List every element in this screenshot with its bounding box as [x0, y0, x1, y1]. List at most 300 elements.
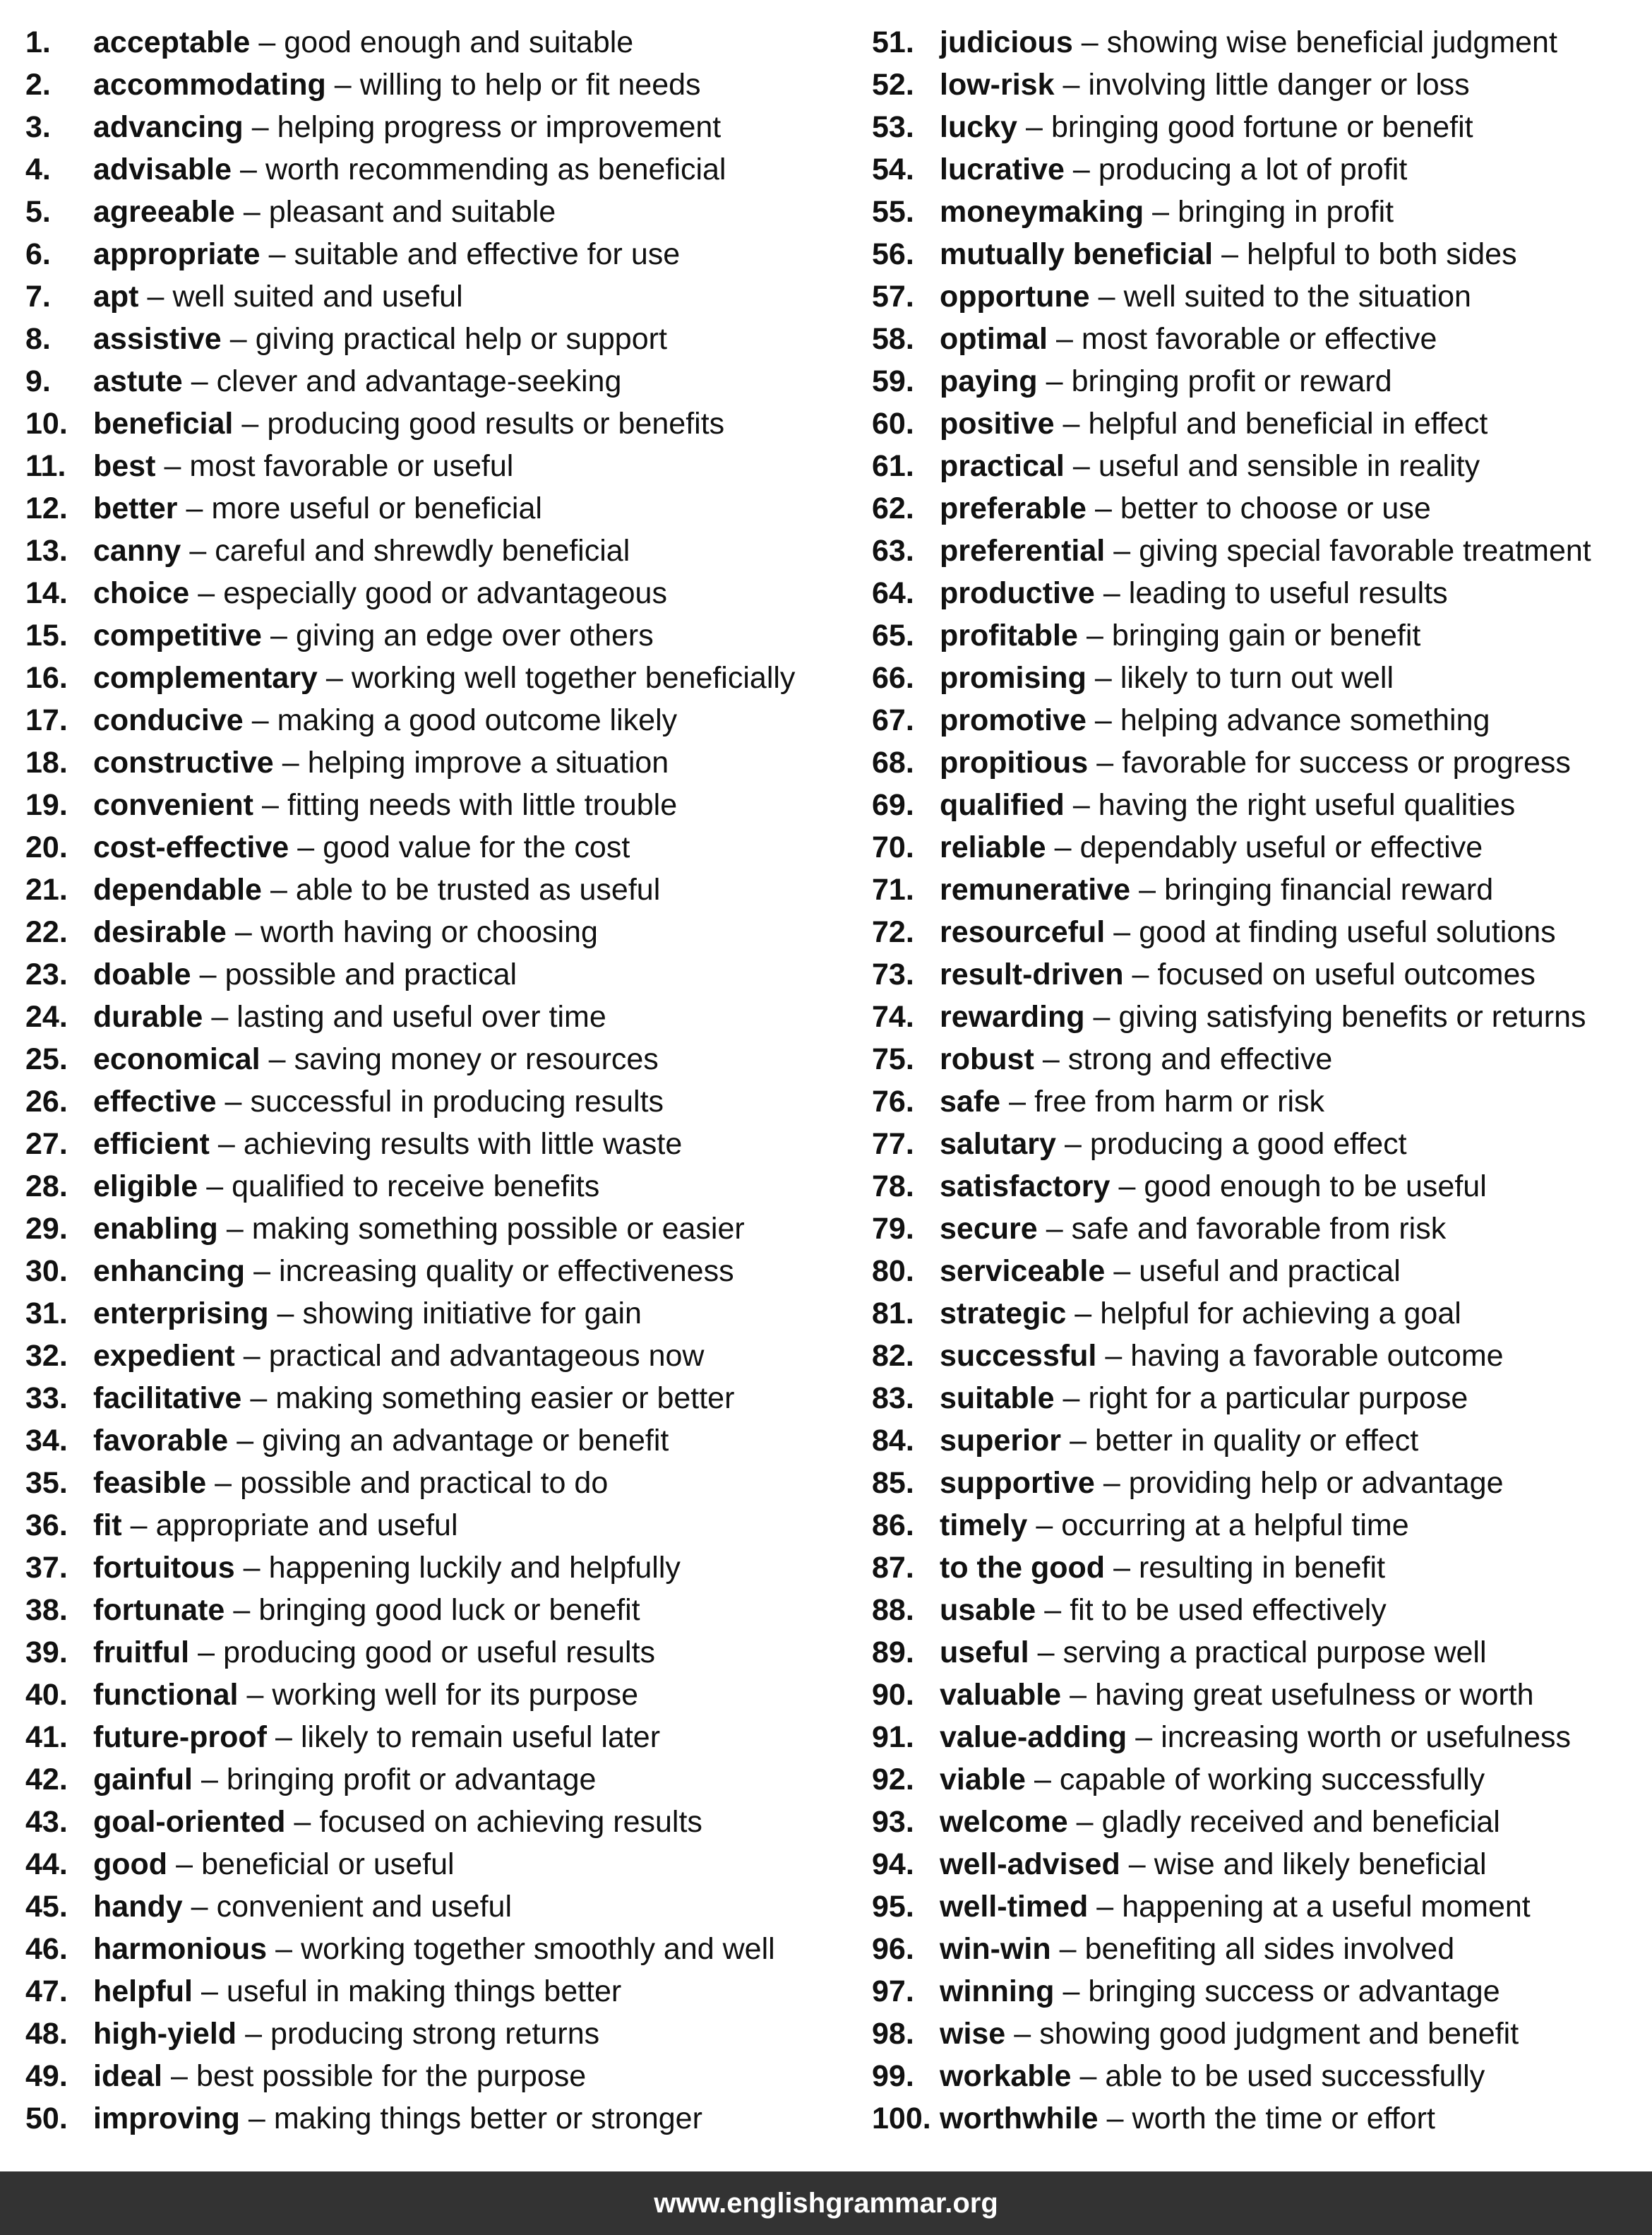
entry-word: well-timed: [940, 1890, 1089, 1924]
entry-number: 100.: [872, 2102, 931, 2135]
entry-number: 91.: [872, 1720, 914, 1754]
entry-number: 83.: [872, 1381, 914, 1415]
entry-number: 18.: [25, 746, 68, 780]
list-item: [0, 191, 847, 233]
entry-separator: –: [1128, 1847, 1146, 1881]
entry-word: enhancing: [93, 1254, 246, 1288]
entry-number: 53.: [872, 110, 914, 144]
entry-word: helpful: [93, 1974, 193, 2008]
entry-separator: –: [176, 1847, 193, 1881]
entry-word: viable: [940, 1763, 1026, 1796]
entry-word: fit: [93, 1508, 122, 1542]
entry-number: 70.: [872, 830, 914, 864]
entry-number: 21.: [25, 873, 68, 907]
entry-separator: –: [1072, 788, 1090, 822]
list-item: [0, 1546, 847, 1589]
entry-word: usable: [940, 1593, 1036, 1627]
entry-word: promotive: [940, 703, 1087, 737]
entry-definition: good value for the cost: [323, 830, 630, 864]
entry-word: to the good: [940, 1551, 1106, 1585]
list-item: [872, 699, 1652, 741]
entry-separator: –: [294, 1805, 311, 1839]
entry-number: 37.: [25, 1551, 68, 1585]
entry-word: well-advised: [940, 1847, 1120, 1881]
list-item: [872, 106, 1652, 148]
entry-definition: bringing gain or benefit: [1111, 619, 1421, 652]
entry-number: 54.: [872, 153, 914, 186]
list-item: [0, 445, 847, 487]
list-item: [0, 1250, 847, 1292]
entry-word: better: [93, 491, 178, 525]
entry-word: salutary: [940, 1127, 1056, 1161]
entry-number: 20.: [25, 830, 68, 864]
entry-separator: –: [253, 1254, 270, 1288]
entry-definition: increasing quality or effectiveness: [279, 1254, 734, 1288]
entry-definition: helping improve a situation: [307, 746, 669, 780]
entry-separator: –: [297, 830, 315, 864]
entry-separator: –: [171, 2059, 188, 2093]
list-item: [872, 2097, 1652, 2140]
list-item: [872, 360, 1652, 403]
entry-definition: successful in producing results: [250, 1085, 664, 1119]
entry-definition: useful and sensible in reality: [1098, 449, 1480, 483]
entry-separator: –: [1098, 280, 1115, 314]
entry-number: 15.: [25, 619, 68, 652]
entry-number: 42.: [25, 1763, 68, 1796]
entry-definition: bringing good luck or benefit: [258, 1593, 640, 1627]
entry-number: 49.: [25, 2059, 68, 2093]
list-item: [0, 360, 847, 403]
entry-word: gainful: [93, 1763, 193, 1796]
entry-number: 11.: [25, 449, 66, 483]
entry-number: 69.: [872, 788, 914, 822]
entry-definition: well suited and useful: [172, 280, 463, 314]
entry-number: 28.: [25, 1169, 68, 1203]
entry-word: opportune: [940, 280, 1090, 314]
entry-definition: good at finding useful solutions: [1139, 915, 1556, 949]
entry-definition: showing initiative for gain: [302, 1297, 642, 1330]
entry-definition: helping progress or improvement: [277, 110, 722, 144]
entry-separator: –: [1026, 110, 1043, 144]
entry-separator: –: [1063, 1974, 1080, 2008]
entry-word: welcome: [940, 1805, 1068, 1839]
entry-number: 8.: [25, 322, 51, 356]
entry-definition: most favorable or useful: [189, 449, 514, 483]
entry-definition: having a favorable outcome: [1130, 1339, 1504, 1373]
entry-word: handy: [93, 1890, 183, 1924]
entry-separator: –: [1086, 619, 1103, 652]
list-item: [872, 1843, 1652, 1885]
list-item: [0, 1758, 847, 1801]
entry-word: high-yield: [93, 2017, 237, 2051]
entry-word: desirable: [93, 915, 227, 949]
entry-number: 62.: [872, 491, 914, 525]
entry-separator: –: [243, 1339, 261, 1373]
entry-separator: –: [191, 1890, 208, 1924]
entry-number: 19.: [25, 788, 68, 822]
entry-separator: –: [251, 703, 269, 737]
entry-word: qualified: [940, 788, 1065, 822]
entry-number: 94.: [872, 1847, 914, 1881]
entry-definition: giving an advantage or benefit: [262, 1424, 669, 1458]
entry-word: doable: [93, 958, 191, 991]
list-item: [0, 869, 847, 911]
footer-url[interactable]: www.englishgrammar.org: [654, 2187, 998, 2219]
entry-definition: having the right useful qualities: [1098, 788, 1516, 822]
entry-definition: showing good judgment and benefit: [1039, 2017, 1519, 2051]
entry-separator: –: [1096, 1890, 1114, 1924]
list-item: [872, 1716, 1652, 1758]
entry-word: dependable: [93, 873, 262, 907]
entry-number: 63.: [872, 534, 914, 568]
entry-number: 95.: [872, 1890, 914, 1924]
entry-word: successful: [940, 1339, 1097, 1373]
entry-word: paying: [940, 364, 1038, 398]
entry-number: 78.: [872, 1169, 914, 1203]
entry-separator: –: [1072, 449, 1090, 483]
entry-separator: –: [1113, 1551, 1130, 1585]
entry-definition: making something possible or easier: [251, 1212, 745, 1246]
entry-word: goal-oriented: [93, 1805, 286, 1839]
entry-word: winning: [940, 1974, 1055, 2008]
entry-number: 48.: [25, 2017, 68, 2051]
entry-number: 7.: [25, 280, 51, 314]
entry-number: 99.: [872, 2059, 914, 2093]
list-item: [872, 1080, 1652, 1123]
entry-definition: better in quality or effect: [1095, 1424, 1419, 1458]
entry-definition: providing help or advantage: [1128, 1466, 1504, 1500]
entry-word: valuable: [940, 1678, 1062, 1712]
list-item: [872, 572, 1652, 614]
entry-definition: occurring at a helpful time: [1061, 1508, 1409, 1542]
list-item: [0, 1801, 847, 1843]
entry-word: suitable: [940, 1381, 1055, 1415]
entry-definition: helpful to both sides: [1247, 237, 1517, 271]
entry-number: 56.: [872, 237, 914, 271]
entry-definition: bringing success or advantage: [1088, 1974, 1500, 2008]
list-item: [0, 911, 847, 953]
entry-number: 27.: [25, 1127, 68, 1161]
entry-number: 97.: [872, 1974, 914, 2008]
list-item: [872, 1801, 1652, 1843]
entry-number: 23.: [25, 958, 68, 991]
entry-separator: –: [243, 195, 261, 229]
entry-word: lucky: [940, 110, 1017, 144]
entry-definition: bringing profit or advantage: [226, 1763, 597, 1796]
entry-definition: working well for its purpose: [272, 1678, 639, 1712]
list-item: [872, 1250, 1652, 1292]
entry-word: optimal: [940, 322, 1048, 356]
entry-separator: –: [1055, 322, 1073, 356]
list-item: [872, 487, 1652, 530]
entry-number: 34.: [25, 1424, 68, 1458]
list-item: [872, 826, 1652, 869]
list-item: [0, 148, 847, 191]
list-item: [872, 1885, 1652, 1928]
entry-separator: –: [245, 2017, 263, 2051]
entry-number: 66.: [872, 661, 914, 695]
entry-number: 57.: [872, 280, 914, 314]
list-item: [872, 1123, 1652, 1165]
entry-separator: –: [268, 1042, 286, 1076]
entry-separator: –: [186, 491, 203, 525]
entry-separator: –: [233, 1593, 251, 1627]
entry-word: good: [93, 1847, 168, 1881]
entry-word: advisable: [93, 153, 232, 186]
list-item: [0, 1419, 847, 1462]
list-item: [872, 1419, 1652, 1462]
list-item: [0, 1335, 847, 1377]
entry-number: 33.: [25, 1381, 68, 1415]
entry-definition: making something easier or better: [275, 1381, 735, 1415]
entry-number: 1.: [25, 25, 51, 59]
entry-number: 40.: [25, 1678, 68, 1712]
list-item: [0, 614, 847, 657]
list-item: [0, 784, 847, 826]
entry-word: fortuitous: [93, 1551, 235, 1585]
entry-separator: –: [1113, 915, 1131, 949]
entry-number: 92.: [872, 1763, 914, 1796]
entry-word: economical: [93, 1042, 261, 1076]
entry-number: 52.: [872, 68, 914, 102]
word-list: [0, 21, 1652, 2140]
entry-number: 76.: [872, 1085, 914, 1119]
entry-word: durable: [93, 1000, 203, 1034]
entry-definition: better to choose or use: [1120, 491, 1431, 525]
entry-word: advancing: [93, 110, 244, 144]
entry-definition: achieving results with little waste: [243, 1127, 683, 1161]
entry-word: enterprising: [93, 1297, 269, 1330]
entry-number: 72.: [872, 915, 914, 949]
entry-definition: qualified to receive benefits: [232, 1169, 600, 1203]
entry-definition: favorable for success or progress: [1122, 746, 1571, 780]
entry-definition: wise and likely beneficial: [1154, 1847, 1487, 1881]
entry-definition: helpful for achieving a goal: [1100, 1297, 1461, 1330]
list-item: [872, 1758, 1652, 1801]
entry-separator: –: [1118, 1169, 1136, 1203]
entry-separator: –: [200, 1974, 218, 2008]
list-item: [0, 1674, 847, 1716]
entry-separator: –: [1044, 1593, 1062, 1627]
entry-separator: –: [1103, 1466, 1120, 1500]
list-item: [0, 1208, 847, 1250]
entry-definition: likely to turn out well: [1120, 661, 1394, 695]
entry-word: future-proof: [93, 1720, 267, 1754]
entry-definition: possible and practical: [225, 958, 517, 991]
entry-number: 16.: [25, 661, 68, 695]
entry-separator: –: [246, 1678, 264, 1712]
entry-separator: –: [225, 1085, 242, 1119]
list-item: [872, 1038, 1652, 1080]
entry-number: 84.: [872, 1424, 914, 1458]
entry-separator: –: [1221, 237, 1239, 271]
entry-separator: –: [200, 1763, 218, 1796]
entry-number: 6.: [25, 237, 51, 271]
entry-word: fortunate: [93, 1593, 225, 1627]
entry-definition: making a good outcome likely: [277, 703, 678, 737]
entry-separator: –: [234, 915, 252, 949]
entry-word: judicious: [940, 25, 1073, 59]
entry-number: 74.: [872, 1000, 914, 1034]
entry-definition: giving satisfying benefits or returns: [1118, 1000, 1586, 1034]
entry-definition: safe and favorable from risk: [1071, 1212, 1447, 1246]
entry-separator: –: [1096, 746, 1114, 780]
entry-definition: producing good results or benefits: [267, 407, 725, 441]
entry-word: workable: [940, 2059, 1072, 2093]
entry-word: productive: [940, 576, 1095, 610]
list-item: [872, 445, 1652, 487]
entry-number: 90.: [872, 1678, 914, 1712]
entry-word: effective: [93, 1085, 217, 1119]
entry-separator: –: [268, 237, 286, 271]
entry-definition: especially good or advantageous: [223, 576, 667, 610]
entry-definition: capable of working successfully: [1059, 1763, 1485, 1796]
list-item: [0, 2013, 847, 2055]
entry-word: convenient: [93, 788, 253, 822]
list-item: [0, 106, 847, 148]
entry-number: 30.: [25, 1254, 68, 1288]
entry-number: 29.: [25, 1212, 68, 1246]
entry-separator: –: [325, 661, 343, 695]
entry-word: constructive: [93, 746, 274, 780]
entry-number: 75.: [872, 1042, 914, 1076]
entry-definition: worth having or choosing: [260, 915, 598, 949]
entry-number: 68.: [872, 746, 914, 780]
entry-definition: focused on useful outcomes: [1157, 958, 1536, 991]
entry-definition: making things better or stronger: [273, 2102, 702, 2135]
entry-word: superior: [940, 1424, 1062, 1458]
entry-word: expedient: [93, 1339, 235, 1373]
entry-number: 39.: [25, 1635, 68, 1669]
list-item: [0, 403, 847, 445]
entry-definition: well suited to the situation: [1123, 280, 1471, 314]
entry-number: 87.: [872, 1551, 914, 1585]
entry-definition: increasing worth or usefulness: [1161, 1720, 1571, 1754]
entry-word: eligible: [93, 1169, 198, 1203]
list-item: [872, 1208, 1652, 1250]
entry-definition: worth recommending as beneficial: [265, 153, 726, 186]
entry-definition: able to be used successfully: [1105, 2059, 1485, 2093]
entry-number: 81.: [872, 1297, 914, 1330]
entry-separator: –: [1064, 1127, 1082, 1161]
list-item: [872, 869, 1652, 911]
entry-word: choice: [93, 576, 190, 610]
list-item: [872, 996, 1652, 1038]
entry-definition: producing a lot of profit: [1098, 153, 1408, 186]
list-item: [872, 1631, 1652, 1674]
entry-number: 65.: [872, 619, 914, 652]
entry-word: resourceful: [940, 915, 1106, 949]
entry-number: 73.: [872, 958, 914, 991]
list-item: [0, 1843, 847, 1885]
entry-definition: lasting and useful over time: [237, 1000, 606, 1034]
entry-definition: free from harm or risk: [1034, 1085, 1325, 1119]
entry-word: facilitative: [93, 1381, 242, 1415]
list-item: [872, 1674, 1652, 1716]
list-item: [0, 1631, 847, 1674]
entry-definition: fit to be used effectively: [1070, 1593, 1387, 1627]
entry-definition: good enough and suitable: [284, 25, 634, 59]
entry-definition: giving special favorable treatment: [1139, 534, 1591, 568]
list-item: [872, 784, 1652, 826]
list-item: [872, 1377, 1652, 1419]
entry-definition: giving an edge over others: [295, 619, 654, 652]
entry-separator: –: [1034, 1763, 1051, 1796]
entry-number: 10.: [25, 407, 68, 441]
entry-definition: beneficial or useful: [201, 1847, 455, 1881]
entry-definition: serving a practical purpose well: [1063, 1635, 1487, 1669]
entry-number: 24.: [25, 1000, 68, 1034]
entry-word: value-adding: [940, 1720, 1127, 1754]
entry-number: 67.: [872, 703, 914, 737]
entry-definition: more useful or beneficial: [211, 491, 542, 525]
entry-definition: practical and advantageous now: [268, 1339, 705, 1373]
entry-number: 50.: [25, 2102, 68, 2135]
list-item: [872, 1462, 1652, 1504]
entry-number: 61.: [872, 449, 914, 483]
entry-definition: bringing financial reward: [1164, 873, 1494, 907]
entry-word: profitable: [940, 619, 1078, 652]
entry-separator: –: [1105, 1339, 1123, 1373]
list-item: [0, 826, 847, 869]
entry-definition: working well together beneficially: [351, 661, 796, 695]
entry-number: 38.: [25, 1593, 68, 1627]
entry-number: 93.: [872, 1805, 914, 1839]
list-item: [872, 191, 1652, 233]
entry-definition: giving practical help or support: [255, 322, 667, 356]
entry-separator: –: [237, 1424, 254, 1458]
list-item: [0, 657, 847, 699]
list-item: [872, 148, 1652, 191]
entry-number: 14.: [25, 576, 68, 610]
list-item: [872, 1928, 1652, 1970]
entry-word: timely: [940, 1508, 1028, 1542]
list-item: [872, 275, 1652, 318]
entry-word: satisfactory: [940, 1169, 1111, 1203]
list-item: [0, 1885, 847, 1928]
list-item: [0, 1038, 847, 1080]
entry-number: 47.: [25, 1974, 68, 2008]
list-item: [0, 1292, 847, 1335]
list-item: [872, 1165, 1652, 1208]
entry-number: 26.: [25, 1085, 68, 1119]
list-item: [0, 572, 847, 614]
entry-word: improving: [93, 2102, 240, 2135]
list-item: [0, 275, 847, 318]
entry-word: robust: [940, 1042, 1034, 1076]
entry-word: low-risk: [940, 68, 1055, 102]
entry-separator: –: [1009, 1085, 1026, 1119]
entry-word: promising: [940, 661, 1087, 695]
entry-definition: gladly received and beneficial: [1101, 1805, 1500, 1839]
entry-separator: –: [243, 1551, 261, 1585]
entry-separator: –: [147, 280, 164, 314]
entry-definition: pleasant and suitable: [268, 195, 556, 229]
entry-separator: –: [1075, 1297, 1092, 1330]
entry-separator: –: [215, 1466, 232, 1500]
list-item: [872, 911, 1652, 953]
list-item: [872, 1335, 1652, 1377]
entry-word: worthwhile: [940, 2102, 1099, 2135]
entry-number: 12.: [25, 491, 68, 525]
list-item: [0, 1970, 847, 2013]
entry-word: functional: [93, 1678, 239, 1712]
list-item: [0, 1589, 847, 1631]
entry-word: conducive: [93, 703, 244, 737]
entry-separator: –: [240, 153, 257, 186]
list-item: [0, 1377, 847, 1419]
entry-word: secure: [940, 1212, 1038, 1246]
